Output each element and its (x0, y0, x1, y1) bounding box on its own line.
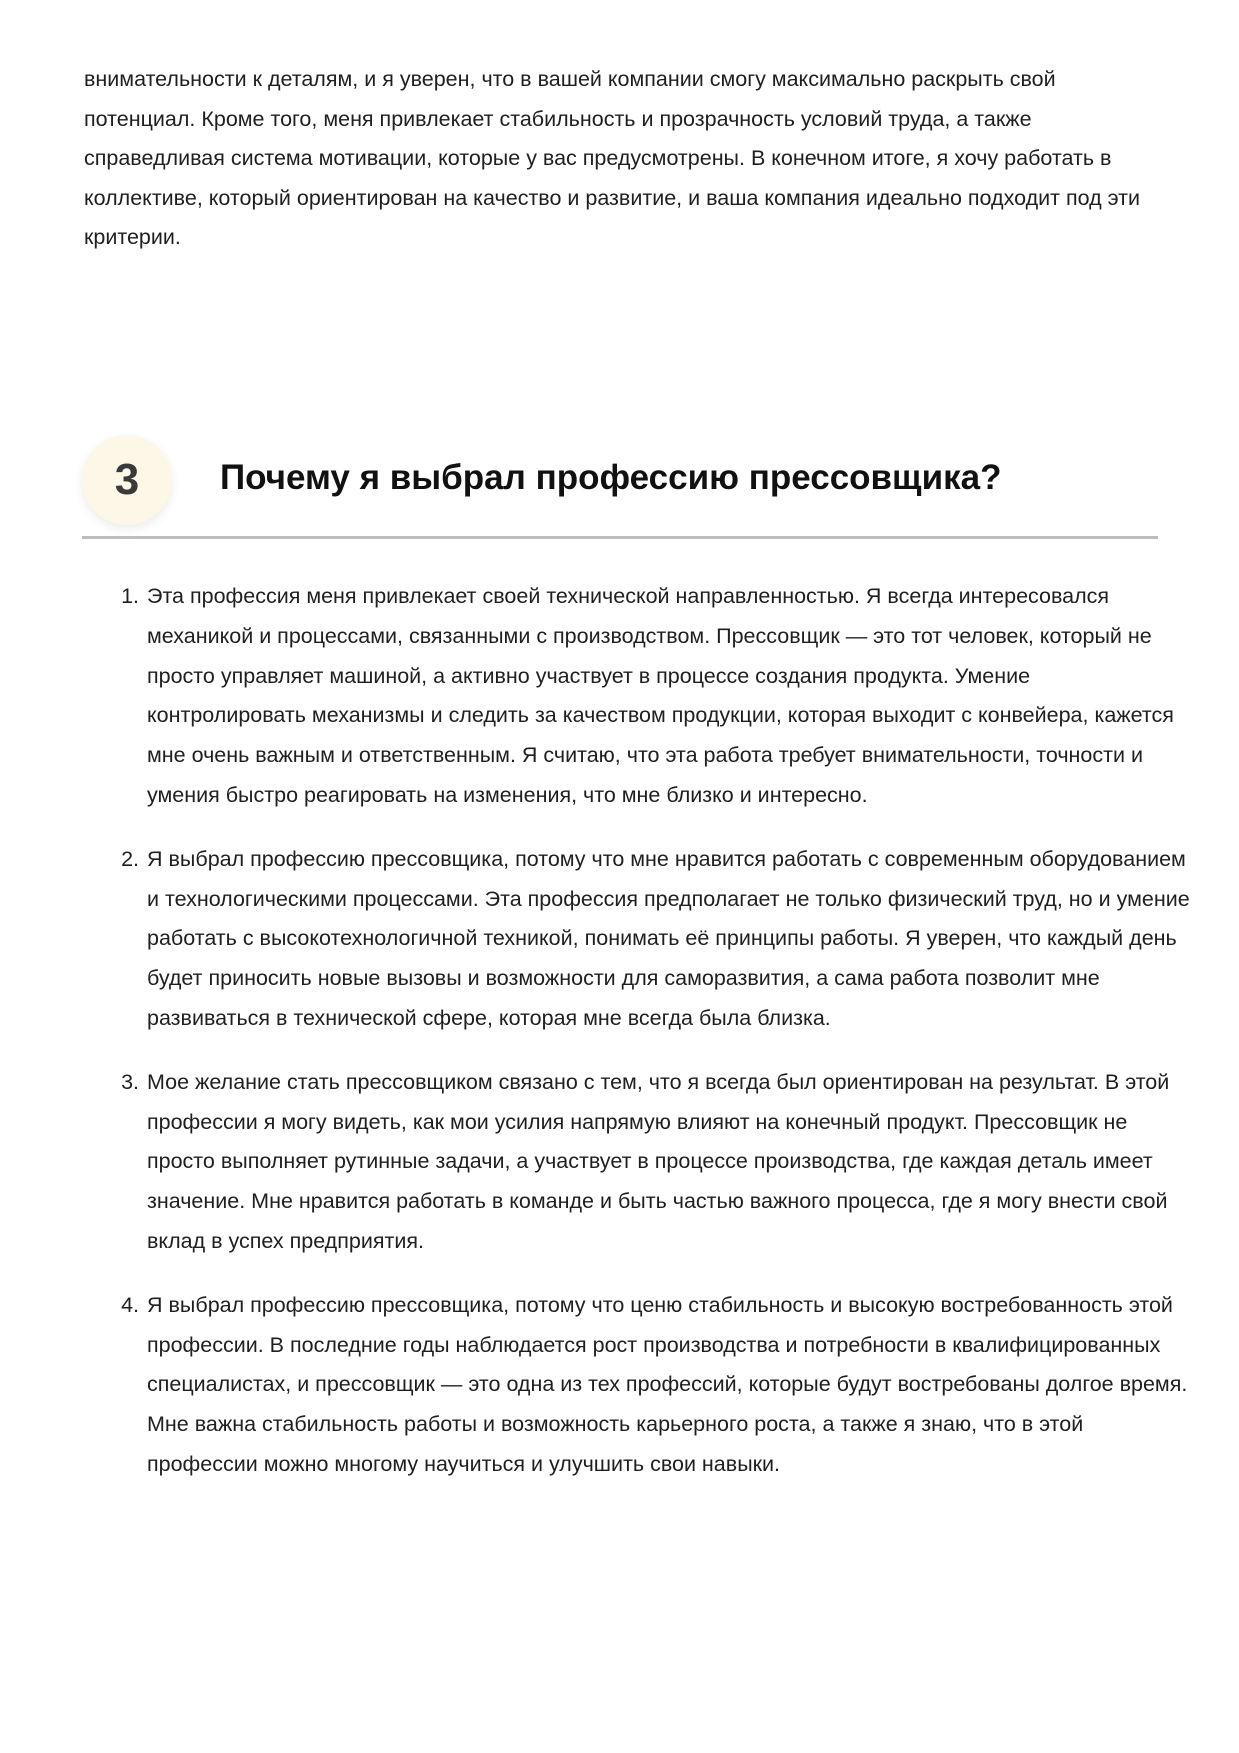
list-item: 2. Я выбрал профессию прессовщика, потому что мне нравится работать с современным оборудованием и технологическими процессами. Эта профессия предполагает не только физический труд, но и умение работать с высокотехнологичной техникой, понимать её принципы работы. Я уверен, что каждый день будет приносить новые вызовы и возможности для саморазвития, а сама работа позволит мне развиваться в технической сфере, которая мне всегда была близка. (145, 840, 1190, 1039)
section-number-badge: 3 (82, 435, 172, 525)
section-title: Почему я выбрал профессию прессовщика? (220, 458, 1002, 497)
intro-paragraph: внимательности к деталям, и я уверен, что в вашей компании смогу максимально раскрыть свой потенциал. Кроме того, меня привлекает стабильность и прозрачность условий труда, а также справедливая система мотивации, которые у вас предусмотрены. В конечном итоге, я хочу работать в коллективе, который ориентирован на качество и развитие, и ваша компания идеально подходит под эти критерии. (84, 67, 1140, 249)
list-item: 3. Мое желание стать прессовщиком связано с тем, что я всегда был ориентирован на результат. В этой профессии я могу видеть, как мои усилия напрямую влияют на конечный продукт. Прессовщик не просто выполняет рутинные задачи, а участвует в процессе производства, где каждая деталь имеет значение. Мне нравится работать в команде и быть частью важного процесса, где я могу внести свой вклад в успех предприятия. (145, 1063, 1190, 1262)
list-item: 1. Эта профессия меня привлекает своей технической направленностью. Я всегда интересовался механикой и процессами, связанными с производством. Прессовщик — это тот человек, который не просто управляет машиной, а активно участвует в процессе создания продукта. Умение контролировать механизмы и следить за качеством продукции, которая выходит с конвейера, кажется мне очень важным и ответственным. Я считаю, что эта работа требует внимательности, точности и умения быстро реагировать на изменения, что мне близко и интересно. (145, 577, 1190, 816)
section-header (82, 430, 1158, 539)
reasons-list (118, 577, 1190, 1509)
list-item: 4. Я выбрал профессию прессовщика, потому что ценю стабильность и высокую востребованность этой профессии. В последние годы наблюдается рост производства и потребности в квалифицированных специалистах, и прессовщик — это одна из тех профессий, которые будут востребованы долгое время. Мне важна стабильность работы и возможность карьерного роста, а также я знаю, что в этой профессии можно многому научиться и улучшить свои навыки. (145, 1286, 1190, 1485)
